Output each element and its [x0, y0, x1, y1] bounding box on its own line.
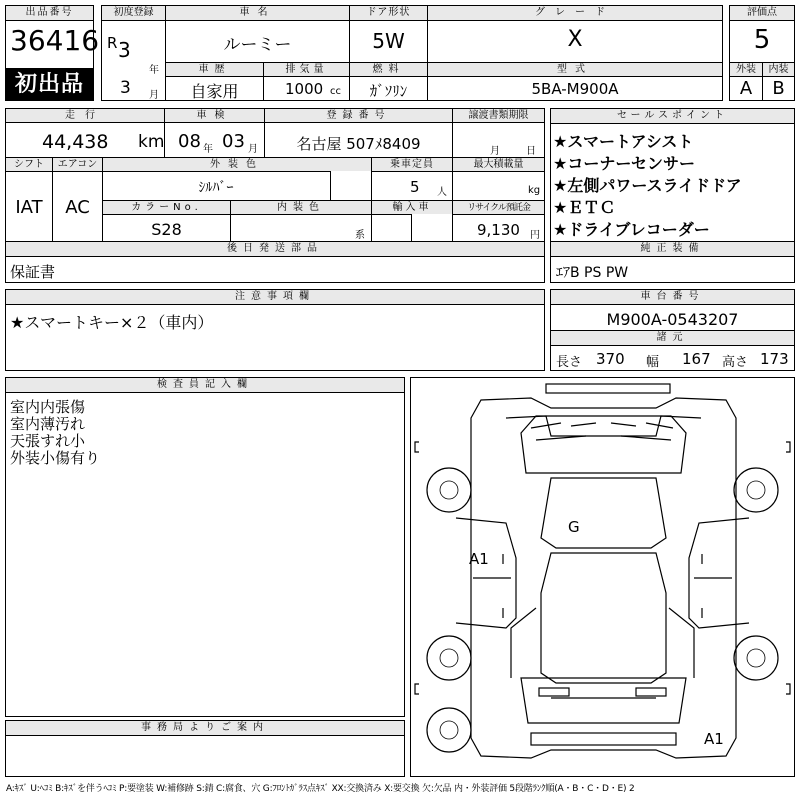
door-type: 5W	[372, 29, 405, 53]
capacity-unit: 人	[437, 187, 447, 198]
fuel-label: 燃料	[349, 62, 428, 77]
mileage: 44,438	[42, 131, 109, 153]
car-name-label: 車名	[165, 5, 350, 21]
mileage-label: 走行	[5, 108, 165, 123]
exterior-grade: A	[739, 78, 753, 99]
diagram-glass-mark: G	[568, 518, 580, 536]
width-label: 幅	[646, 355, 660, 370]
interior-color-unit: 系	[355, 230, 365, 241]
sales-point-item: ★コーナーセンサー	[553, 154, 696, 173]
inspector-label: 検査員記入欄	[5, 377, 405, 393]
inspection-year: 08	[178, 131, 201, 152]
diagram-left-side-mark: A1	[469, 550, 489, 568]
model-label: 型式	[427, 62, 723, 77]
registration-era: R	[107, 34, 118, 52]
max-load-unit: kg	[528, 185, 541, 196]
recycle-label: リサイクル預託金	[452, 200, 545, 215]
interior-grade: B	[772, 78, 785, 99]
standard-equipment: ｴｱB PS PW	[556, 265, 629, 281]
displacement: 1000	[285, 80, 324, 98]
registration-month: 3	[120, 78, 131, 98]
transfer-docs-month-unit: 月	[490, 146, 500, 157]
lot-number: 36416	[10, 24, 100, 57]
height-label: 高さ	[722, 355, 749, 370]
interior-grade-label: 内装	[762, 62, 795, 77]
car-name: ルーミー	[223, 35, 292, 55]
displacement-label: 排気量	[263, 62, 350, 77]
ac-label: エアコン	[52, 157, 103, 172]
recycle-amount: 9,130	[477, 221, 520, 239]
model: 5BA-M900A	[531, 80, 619, 98]
door-label: ドア形状	[349, 5, 428, 21]
caution-note: ★スマートキー×２（車内）	[10, 313, 214, 332]
first-listing-badge: 初出品	[5, 68, 94, 101]
transfer-docs-label: 譲渡書類期限	[452, 108, 545, 123]
sales-point-item: ★ドライブレコーダー	[553, 220, 710, 239]
score-label: 評価点	[729, 5, 795, 21]
recycle-unit: 円	[530, 230, 540, 241]
mileage-unit: km	[138, 132, 165, 152]
max-load-label: 最大積載量	[452, 157, 545, 172]
color-divider	[330, 171, 372, 201]
sales-point-item: ★スマートアシスト	[553, 132, 694, 151]
inspection-month-unit: 月	[248, 144, 258, 155]
inspector-note: 室内内張傷	[10, 398, 86, 416]
inspection-month: 03	[222, 131, 245, 152]
score: 5	[753, 25, 771, 55]
grade: X	[567, 27, 583, 52]
shift-label: シフト	[5, 157, 53, 172]
capacity-label: 乗車定員	[371, 157, 453, 172]
damage-legend: A:ｷｽﾞ U:ﾍｺﾐ B:ｷｽﾞを伴うﾍｺﾐ P:要塗装 W:補修跡 S:錆 C:腐食、穴 G:ﾌﾛﾝﾄｶﾞﾗｽ点ｷｽﾞ XX:交換済み X:要交換 欠:欠品 内・外装評価 5段階ﾗﾝｸ順(A・B・C・D・E) 2	[6, 784, 635, 794]
registration-year-unit: 年	[149, 65, 159, 76]
grade-label: グレード	[427, 5, 723, 21]
later-parts: 保証書	[10, 263, 56, 281]
diagram-rear-mark: A1	[704, 730, 724, 748]
fuel: ｶﾞｿﾘﾝ	[369, 82, 408, 100]
inspector-note: 外装小傷有り	[10, 449, 101, 467]
office-label: 事務局よりご案内	[5, 720, 405, 736]
dimensions-label: 諸元	[550, 330, 795, 346]
import-label: 輸入車	[371, 200, 453, 215]
inspection-label: 車検	[164, 108, 265, 123]
car-outline-diagram	[411, 378, 794, 776]
sales-point-item: ★左側パワースライドドア	[553, 176, 742, 195]
history-label: 車歴	[165, 62, 264, 77]
caution-label: 注意事項欄	[5, 289, 545, 305]
height: 173	[760, 350, 789, 368]
sales-points-label: セールスポイント	[550, 108, 795, 124]
plate-label: 登録番号	[264, 108, 453, 123]
transfer-docs-day-unit: 日	[526, 146, 536, 157]
ac: AC	[65, 197, 90, 218]
capacity: 5	[410, 178, 420, 196]
width: 167	[682, 350, 711, 368]
interior-color-label: 内装色	[230, 200, 372, 215]
exterior-grade-label: 外装	[729, 62, 763, 77]
shift: IAT	[15, 197, 43, 218]
plate-number: 名古屋 507ﾒ8409	[296, 135, 421, 153]
lot-number-label: 出品番号	[5, 5, 94, 21]
history: 自家用	[190, 82, 239, 101]
standard-equipment-label: 純正装備	[550, 241, 795, 257]
inspector-note: 天張すれ小	[10, 432, 86, 450]
inspection-year-unit: 年	[203, 144, 213, 155]
sales-point-item: ★ＥＴＣ	[553, 198, 616, 217]
chassis-number: M900A-0543207	[606, 310, 739, 329]
registration-month-unit: 月	[149, 90, 159, 101]
later-parts-label: 後日発送部品	[5, 241, 545, 257]
chassis-label: 車台番号	[550, 289, 795, 305]
color-number: S28	[151, 220, 182, 239]
first-registration-label: 初度登録	[101, 5, 166, 21]
length-label: 長さ	[556, 355, 583, 370]
inspector-note: 室内薄汚れ	[10, 415, 86, 433]
registration-year: 3	[118, 38, 131, 62]
damage-diagram	[410, 377, 795, 777]
exterior-color: ｼﾙﾊﾞｰ	[198, 180, 234, 196]
import-divider	[411, 214, 453, 242]
color-label: 外装色	[102, 157, 372, 172]
displacement-unit: cc	[330, 86, 341, 97]
length: 370	[596, 350, 625, 368]
color-no-label: カラーNo.	[102, 200, 231, 215]
